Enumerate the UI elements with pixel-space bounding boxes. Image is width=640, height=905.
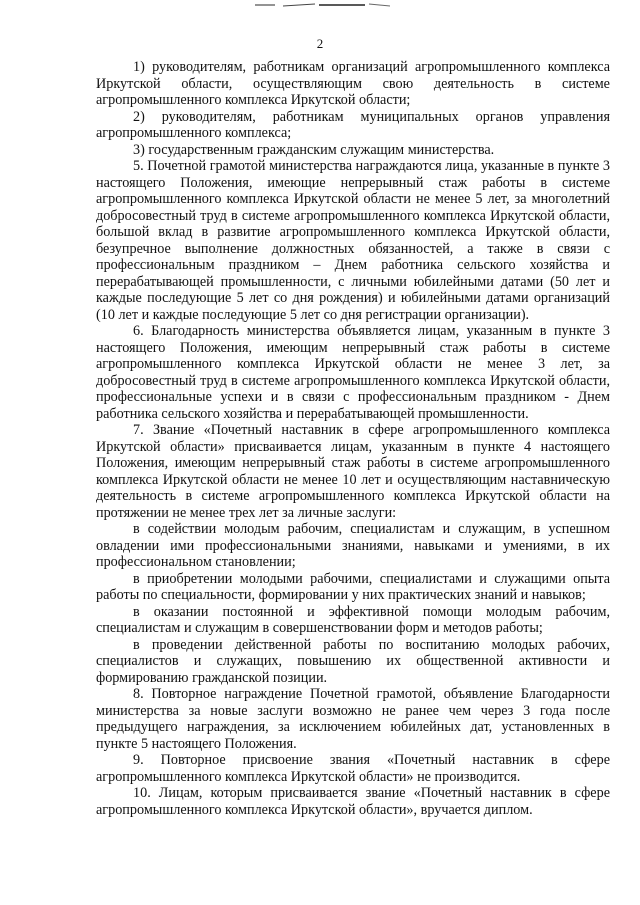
paragraph-merit-2: в приобретении молодыми рабочими, специалистами и служащими опыта работы по специальности, формировании у них практических знаний и навыков; <box>96 570 610 603</box>
document-body <box>96 59 610 818</box>
paragraph-item-2: 2) руководителям, работникам муниципальных органов управления агропромышленного комплекса; <box>96 108 610 141</box>
paragraph-merit-3: в оказании постоянной и эффективной помощи молодым рабочим, специалистам и служащим в совершенствовании форм и методов работы; <box>96 603 610 636</box>
page-number: 2 <box>316 36 324 51</box>
paragraph-clause-6: 6. Благодарность министерства объявляется лицам, указанным в пункте 3 настоящего Положения, имеющим непрерывный стаж работы в системе агропромышленного комплекса Иркутской области не менее 3 лет, за добросовестный труд в системе агропромышленного комплекса Иркутской области, профессиональные успехи и в связи с профессиональным праздником - Днем работника сельского хозяйства и перерабатывающей промышленности. <box>96 323 610 422</box>
paragraph-merit-4: в проведении действенной работы по воспитанию молодых рабочих, специалистов и служащих, повышению их общественной активности и формированию гражданской позиции. <box>96 636 610 686</box>
paragraph-item-1: 1) руководителям, работникам организаций агропромышленного комплекса Иркутской области, осуществляющим свою деятельность в системе агропромышленного комплекса Иркутской области; <box>96 59 610 108</box>
paragraph-clause-10: 10. Лицам, которым присваивается звание «Почетный наставник в сфере агропромышленного комплекса Иркутской области», вручается диплом. <box>96 785 610 818</box>
scan-artifact-mark <box>255 2 390 8</box>
paragraph-clause-9: 9. Повторное присвоение звания «Почетный наставник в сфере агропромышленного комплекса Иркутской области» не производится. <box>96 752 610 785</box>
paragraph-clause-5: 5. Почетной грамотой министерства награждаются лица, указанные в пункте 3 настоящего Положения, имеющие непрерывный стаж работы в системе агропромышленного комплекса Иркутской области не менее 5 лет, за многолетний добросовестный труд в системе агропромышленного комплекса Иркутской области, большой вклад в развитие агропромышленного комплекса Иркутской области, безупречное выполнение должностных обязанностей, а также в связи с профессиональным праздником – Днем работника сельского хозяйства и перерабатывающей промышленности, с личными юбилейными датами (50 лет и каждые последующие 5 лет со дня рождения) и юбилейными датами организаций (10 лет и каждые последующие 5 лет со дня регистрации организации). <box>96 158 610 323</box>
paragraph-item-3: 3) государственным гражданским служащим министерства. <box>133 141 495 158</box>
paragraph-merit-1: в содействии молодым рабочим, специалистам и служащим, в успешном овладении ими профессиональными знаниями, навыками и умениями, в их профессиональном становлении; <box>96 521 610 570</box>
paragraph-clause-8: 8. Повторное награждение Почетной грамотой, объявление Благодарности министерства за новые заслуги возможно не ранее чем через 3 года после предыдущего награждения, за исключением юбилейных дат, установленных в пункте 5 настоящего Положения. <box>96 686 610 752</box>
paragraph-clause-7: 7. Звание «Почетный наставник в сфере агропромышленного комплекса Иркутской области» присваивается лицам, указанным в пункте 4 настоящего Положения, имеющим непрерывный стаж работы в системе агропромышленного комплекса Иркутской области не менее 10 лет и осуществляющим наставническую деятельность в системе агропромышленного комплекса Иркутской области на протяжении не менее трех лет за личные заслуги: <box>96 422 610 521</box>
